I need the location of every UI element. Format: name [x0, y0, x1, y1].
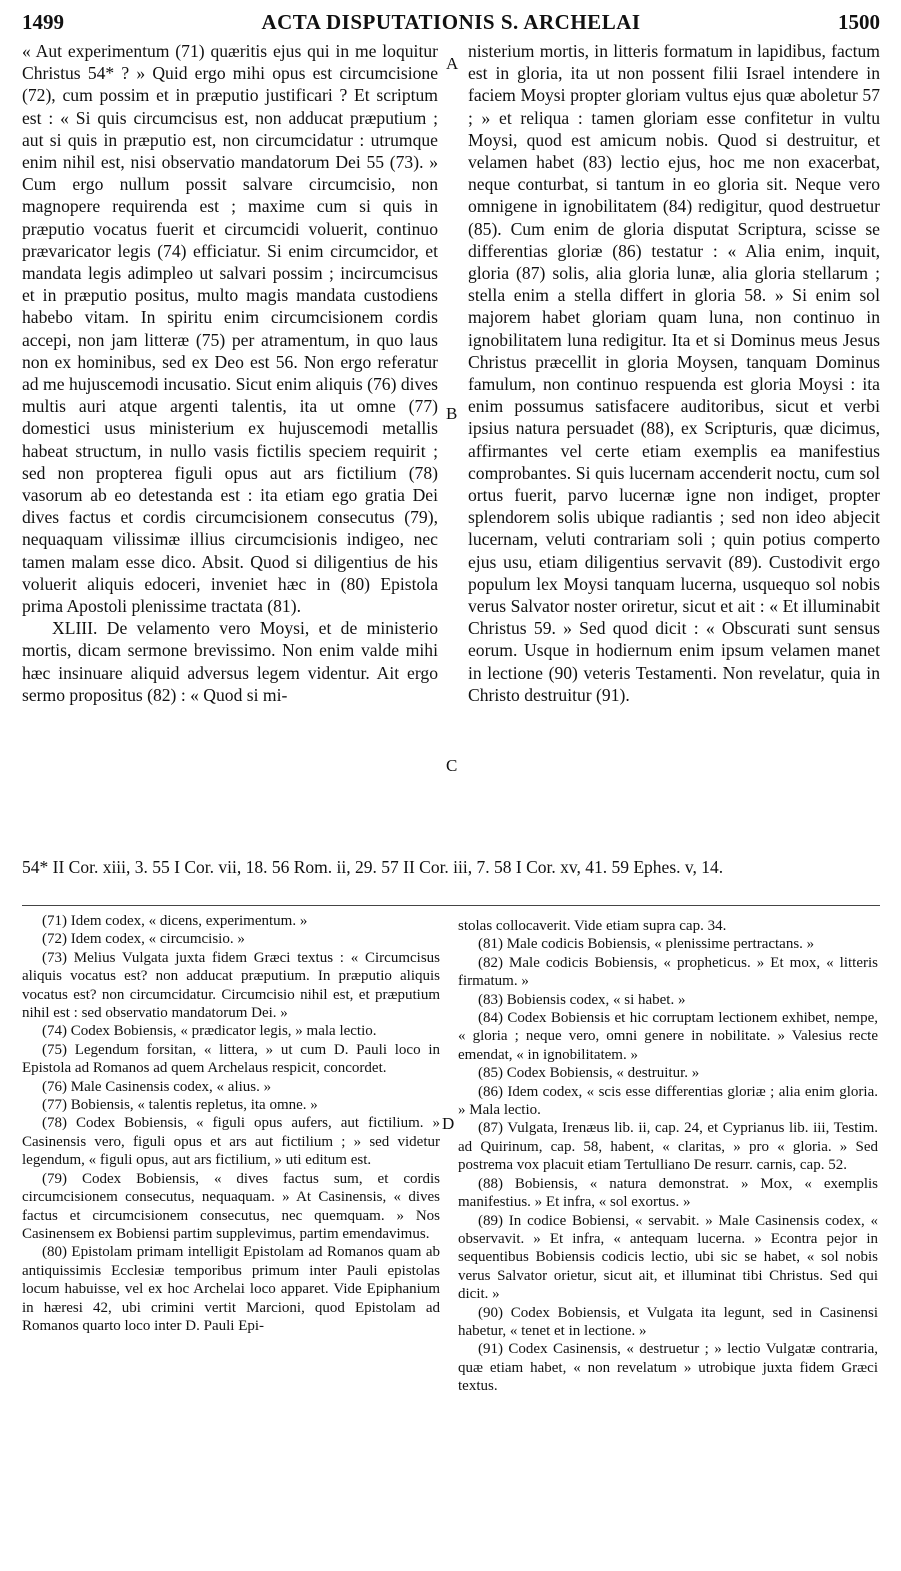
note-item: (86) Idem codex, « scis esse differentias gloriæ ; alia enim gloria. » Mala lectio. — [458, 1083, 878, 1119]
note-item: (83) Bobiensis codex, « si habet. » — [478, 991, 686, 1008]
note-item: (80) Epistolam primam intelligit Epistolam ad Romanos quam ab antiquissimis Ecclesiæ temporibus primum inter Pauli epistolas locum habuisse, vel ex hoc Archelai loco apparet. Vide Epiphanium in hæresi 42, ubi crimini vertit Marcioni, quod Epistolam ad Romanos quarto loco inter D. Pauli Epi- — [22, 1244, 440, 1334]
note-item: (85) Codex Bobiensis, « destruitur. » — [478, 1065, 700, 1082]
note-item: (73) Melius Vulgata juxta fidem Græci textus : « Circumcisus aliquis vocatus est? non adducat præputium. In præputio aliquis vocatus est? non circumcidatur. Circumcisio nihil est, et præputium nihil est : sed observatio mandatorum Dei. » — [22, 949, 440, 1022]
margin-letter-b: B — [446, 404, 458, 423]
note-item: (87) Vulgata, Irenæus lib. ii, cap. 24, et Cyprianus lib. iii, Testim. ad Quirinum, cap. 58, habent, « claritas, » pro « gloria. » Sed postrema vox placuit etiam Tertulliano De resurr. carnis, cap. 52. — [458, 1120, 878, 1174]
left-column-paragraph: XLIII. De velamento vero Moysi, et de ministerio mortis, dicam sermone brevissimo. Non enim valde mihi hæc insinuare aliquid adversus legem videntur. Ait ergo sermo propositus (82) : « Quod si mi- — [22, 618, 438, 705]
scripture-references: 54* II Cor. xiii, 3. 55 I Cor. vii, 18. 56 Rom. ii, 29. 57 II Cor. iii, 7. 58 I Cor. xv, 41. 59 Ephes. v, 14. — [22, 857, 724, 877]
note-item: (77) Bobiensis, « talentis repletus, ita omne. » — [42, 1097, 318, 1114]
note-item: (75) Legendum forsitan, « littera, » ut cum D. Pauli loco in Epistola ad Romanos ad quem Archelaus respicit, concordet. — [22, 1041, 440, 1077]
note-item: (89) In codice Bobiensi, « servabit. » Male Casinensis codex, « observavit. » Et infra, « antequam lucerna. » Econtra pejor in sequentibus Bobiensis codicis lectio, ubi sic se habet, « sol nobis verus Salvator orietur, sicut ait, et illuminat tibi Christus. Sed qui dicit. » — [458, 1212, 878, 1303]
note-item: (76) Male Casinensis codex, « alius. » — [42, 1078, 272, 1095]
right-page-number: 1500 — [838, 10, 880, 34]
note-item: (79) Codex Bobiensis, « dives factus sum, et cordis circumcisionem consecutus, nequaquam. » At Casinensis, « dives factus et circumcisionem consecutus, nec quemquam. » Nos Casinensem ex Bobiensi partim supplevimus, partim emendavimus. — [22, 1170, 440, 1242]
note-item: (82) Male codicis Bobiensis, « propheticus. » Et mox, « litteris firmatum. » — [458, 954, 878, 990]
running-header — [22, 8, 880, 38]
margin-letter-c: C — [446, 756, 458, 775]
note-item: (84) Codex Bobiensis et hic corruptam lectionem exhibet, nempe, « gloria ; neque vero, omni genere in nobilitate. » Valesius recte emendat, « in ignobilitatem. » — [458, 1010, 878, 1063]
note-item: (72) Idem codex, « circumcisio. » — [42, 931, 245, 948]
right-column-paragraph: nisterium mortis, in litteris formatum in lapidibus, factum est in gloria, ita ut non possent filii Israel intendere in faciem Moysi propter gloriam vultus ejus quæ aboletur 57 ; » et reliqua : tamen gloriam esse confitetur in vultu Moysi, quod est amicum nobis. Quod si destruitur, et velamen habet (83) lectio ejus, hoc me non exacerbat, neque conturbat, si tantum in eo gloria sit. Neque vero omnigene in ignobilitatem (84) redigitur, quod destruetur (85). Cum enim de gloria disputat Scriptura, scisse se differentias gloriæ (86) testatur : « Alia enim, inquit, gloria (87) solis, alia gloria lunæ, alia gloria stellarum ; stella enim a stella differt in gloria 58. » Si enim sol majorem habet gloriam quam luna, non continuo in ignobilitatem luna redigitur. Ita et si Dominus meus Jesus Christus præcellit in gloria Moysen, tanquam Dominus famulum, non continuo respuenda est gloria Moysi : ita enim possumus satisfacere auditoribus, sicut et verbi ipsius natura persuadet (88), ex Scripturis, quæ dicimus, affirmantes vel certe etiam exemplis ea manifestius comprobantes. Si quis lucernam accenderit noctu, cum sol ortus fuerit, parvo lucernæ igne non indiget, propter splendorem solis ubique radiantis ; sed non ideo abjecit lucernam, veluti contrariam soli ; quin potius comperto ejus usu, etiam diligentius servavit (89). Custodivit ergo populum lex Moysi tanquam lucerna, usquequo sol nobis verus Salvator noster oriretur, sicut et ait : « Et illuminabit Christus 59. » Sed quod dicit : « Obscurati sunt sensus eorum. Usque in hodiernum enim ipsum velamen manet in lectione (90) veteris Testamenti. Non revelatur, quia in Christo destruitur (91). — [468, 41, 880, 705]
footnote-divider — [22, 905, 880, 906]
main-text-right-column — [468, 40, 880, 706]
note-item: (78) Codex Bobiensis, « figuli opus aufers, aut fictilium. » Casinensis vero, figuli opus et ars aut fictilium ; » sed videtur legendum, « figuli opus, aut ars fictilium, » uti editum est. — [22, 1115, 440, 1169]
note-item: stolas collocaverit. Vide etiam supra cap. 34. — [458, 918, 727, 934]
note-item: (88) Bobiensis, « natura demonstrat. » Mox, « exemplis manifestius. » Et infra, « sol exortus. » — [458, 1175, 878, 1211]
left-page-number: 1499 — [22, 10, 64, 34]
note-item: (71) Idem codex, « dicens, experimentum. » — [42, 913, 308, 929]
left-column-paragraph: « Aut experimentum (71) quæritis ejus qui in me loquitur Christus 54* ? » Quid ergo mihi opus est circumcisione (72), cum possim et in præputio justificari ? Et scriptum est : « Si quis circumcisus est, non adducat præputium ; aut si quis in præputio est, non circumcidatur : utrumque enim nihil est, nisi observatio mandatorum Dei 55 (73). » Cum ergo nullum possit salvare circumcisio, non magnopere requirenda est ; maxime cum si quis in præputio vocatus fuerit et circumcidi voluerit, continuo prævaricator legis (74) efficiatur. Si enim circumcidor, et mandata legis adimpleo ut salvari possim ; incircumcisus et in præputio positus, multo magis mandata custodiens habebo vitam. In spiritu enim circumcisionem cordis accepi, non jam litteræ (75) per atramentum, in quo laus non ex hominibus, sed ex Deo est 56. Non ergo referatur ad me hujuscemodi incusatio. Sicut enim aliquis (76) dives multis auri atque argenti talentis, ita ut omne (77) domestici usus ministerium ex hujuscemodi metallis habeat structum, in nullo vasis fictilis speciem requirit ; sed non propterea figuli opus aut ars fictilium (78) vasorum ab eo detestanda est : ita etiam ego gratia Dei dives factus et cordis circumcisionem consecutus (79), nequaquam vilissimæ illius circumcisionis indigeo, nec tamen malam esse dico. Absit. Quod si diligentius de his voluerit aliquis edoceri, inveniet hæc in (80) Epistola prima Apostoli plenissime tractata (81). — [22, 41, 438, 617]
notes-left-column — [22, 912, 440, 1335]
main-text-left-column — [22, 40, 438, 706]
note-item: (81) Male codicis Bobiensis, « plenissime pertractans. » — [478, 936, 815, 953]
note-item: (91) Codex Casinensis, « destruetur ; » lectio Vulgatæ contraria, quæ etiam habet, « non revelatum » utrobique juxta fidem Græci textus. — [458, 1341, 878, 1395]
margin-letter-a: A — [446, 54, 459, 73]
note-item: (74) Codex Bobiensis, « prædicator legis, » mala lectio. — [42, 1023, 377, 1040]
margin-letter-d: D — [442, 1114, 455, 1133]
note-item: (90) Codex Bobiensis, et Vulgata ita legunt, sed in Casinensi habetur, « tenet et in lectione. » — [458, 1304, 878, 1339]
notes-right-column — [458, 917, 878, 1396]
running-title: ACTA DISPUTATIONIS S. ARCHELAI — [261, 10, 641, 34]
